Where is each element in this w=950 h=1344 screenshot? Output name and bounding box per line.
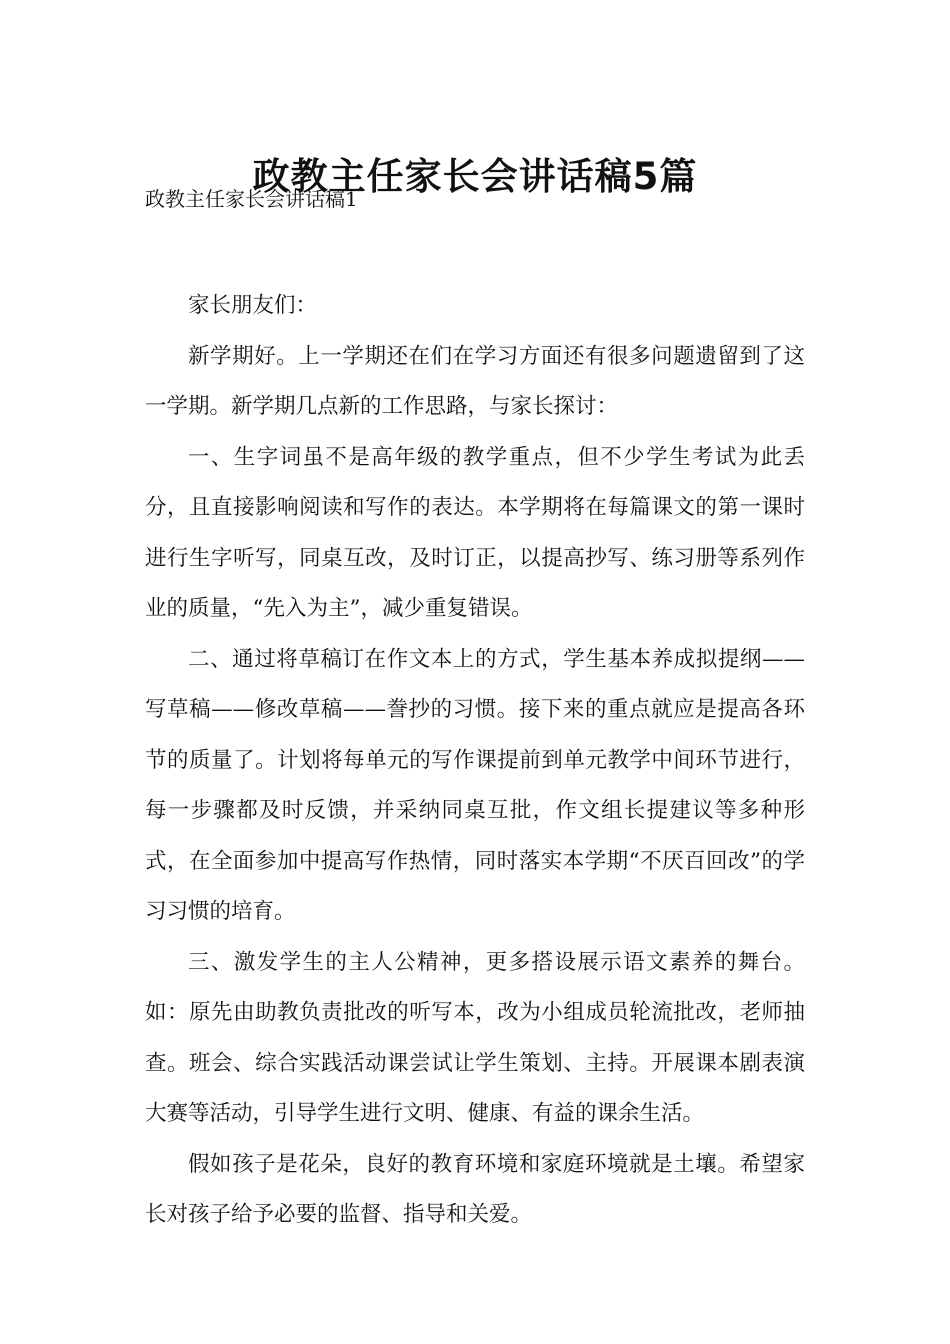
document-title: 政教主任家长会讲话稿5篇 — [252, 154, 698, 198]
body-paragraph: 三、激发学生的主人公精神，更多搭设展示语文素养的舞台。如：原先由助教负责批改的听写本，改为小组成员轮流批改，老师抽查。班会、综合实践活动课尝试让学生策划、主持。开展课本剧表演大赛等活动，引导学生进行文明、健康、有益的课余生活。 — [145, 949, 805, 1126]
body-paragraph: 假如孩子是花朵，良好的教育环境和家庭环境就是土壤。希望家长对孩子给予必要的监督、指导和关爱。 — [145, 1151, 805, 1227]
document-subtitle: 政教主任家长会讲话稿1 — [145, 187, 358, 211]
body-paragraph: 一、生字词虽不是高年级的教学重点，但不少学生考试为此丢分，且直接影响阅读和写作的表达。本学期将在每篇课文的第一课时进行生字听写，同桌互改，及时订正，以提高抄写、练习册等系列作业的质量，“先入为主”，减少重复错误。 — [145, 444, 805, 621]
body-paragraph: 新学期好。上一学期还在们在学习方面还有很多问题遗留到了这一学期。新学期几点新的工作思路，与家长探讨： — [145, 343, 805, 419]
document-body — [145, 281, 805, 1241]
salutation-paragraph: 家长朋友们： — [188, 293, 318, 318]
body-paragraph: 二、通过将草稿订在作文本上的方式，学生基本养成拟提纲——写草稿——修改草稿——誊抄的习惯。接下来的重点就应是提高各环节的质量了。计划将每单元的写作课提前到单元教学中间环节进行，每一步骤都及时反馈，并采纳同桌互批，作文组长提建议等多种形式，在全面参加中提高写作热情，同时落实本学期“不厌百回改”的学习习惯的培育。 — [145, 646, 805, 924]
